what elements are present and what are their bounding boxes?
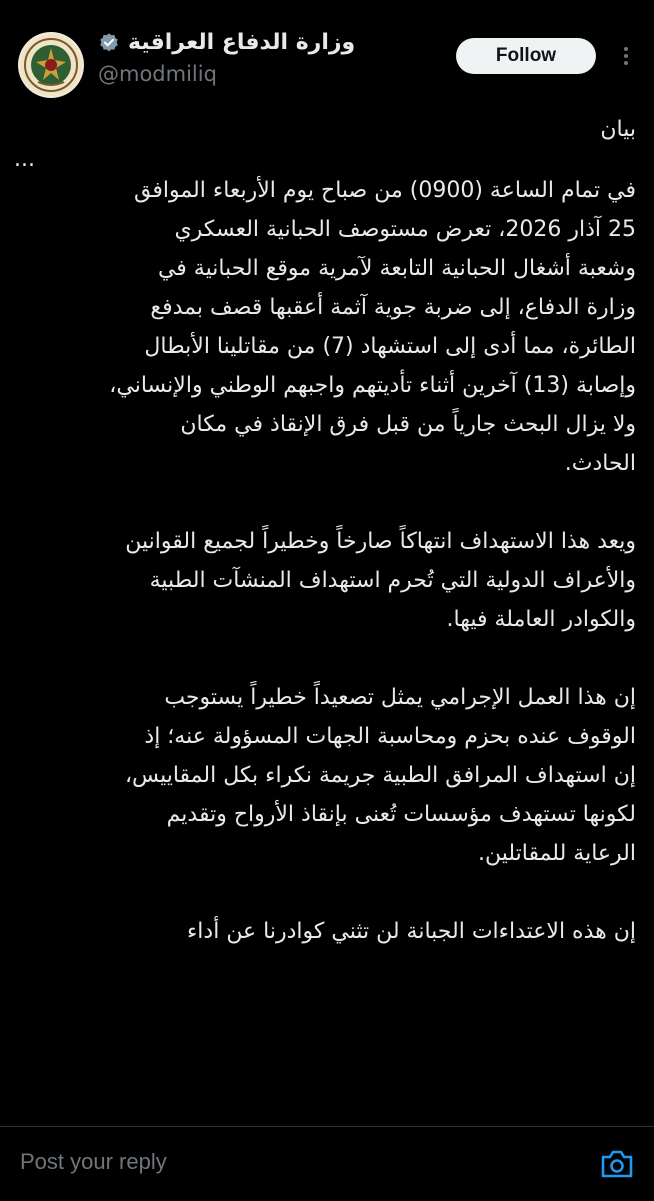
- ministry-emblem-icon: [18, 32, 84, 98]
- paragraph-spacer: [14, 639, 636, 678]
- verified-badge-icon: [98, 32, 120, 54]
- tweet-text: [14, 110, 636, 1120]
- paragraph-3: إن هذا العمل الإجرامي يمثل تصعيداً خطيراً يستوجب الوقوف عنده بحزم ومحاسبة الجهات المسؤولة عنه؛ إذ إن استهداف المرافق الطبية جريمة نكراء بكل المقاييس، لكونها تستهدف مؤسسات تُعنى بإنقاذ الأرواح وتقديم الرعاية للمقاتلين.: [124, 685, 636, 866]
- name-row: [98, 30, 355, 55]
- user-handle[interactable]: @modmiliq: [98, 62, 217, 86]
- avatar[interactable]: [18, 32, 84, 98]
- camera-icon[interactable]: [600, 1149, 634, 1179]
- paragraph-spacer: [14, 873, 636, 912]
- paragraph-spacer: [14, 483, 636, 522]
- tweet-title: بيان: [600, 117, 636, 142]
- follow-button[interactable]: Follow: [456, 38, 596, 74]
- display-name[interactable]: وزارة الدفاع العراقية: [128, 30, 356, 55]
- paragraph-1: في تمام الساعة (0900) من صباح يوم الأربعاء الموافق 25 آذار 2026، تعرض مستوصف الحبانية العسكري وشعبة أشغال الحبانية التابعة لآمرية موقع الحبانية في وزارة الدفاع، إلى ضربة جوية آثمة أعقبها قصف بمدفع الطائرة، مما أدى إلى استشهاد (7) من مقاتلينا الأبطال وإصابة (13) آخرين أثناء تأديتهم واجبهم الوطني والإنساني، ولا يزال البحث جارياً من قبل فرق الإنقاذ في مكان الحادث.: [109, 178, 636, 476]
- more-options-icon[interactable]: [614, 44, 638, 68]
- paragraph-4: إن هذه الاعتداءات الجبانة لن تثني كوادرنا عن أداء: [186, 919, 636, 944]
- reply-bar: [0, 1126, 654, 1201]
- tweet-header: [0, 0, 654, 100]
- paragraph-2: ويعد هذا الاستهداف انتهاكاً صارخاً وخطيراً لجميع القوانين والأعراف الدولية التي تُحرم استهداف المنشآت الطبية والكوادر العاملة فيها.: [125, 529, 636, 632]
- ellipsis-text: ...: [14, 147, 35, 172]
- reply-input[interactable]: Post your reply: [20, 1149, 167, 1174]
